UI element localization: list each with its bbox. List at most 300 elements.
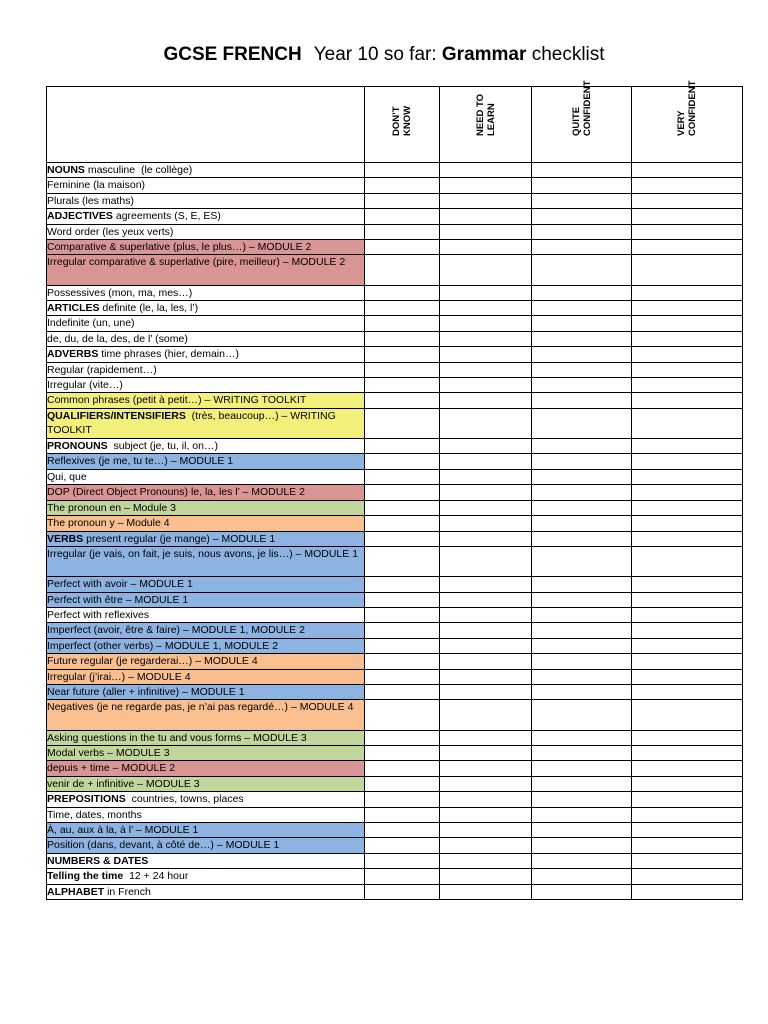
checkbox-cell-need-to-learn[interactable] (440, 838, 532, 853)
topic-text: venir de + infinitive – MODULE 3 (47, 777, 200, 790)
grammar-topic-label (47, 500, 365, 515)
header-topic-cell (47, 87, 365, 163)
header-dont-know: DON’T KNOW (365, 87, 440, 163)
checkbox-cell-dont-know[interactable] (365, 623, 440, 638)
checkbox-cell-dont-know[interactable] (365, 822, 440, 837)
topic-text: Regular (rapidement…) (47, 363, 157, 376)
checklist-row (47, 347, 743, 362)
checkbox-cell-dont-know[interactable] (365, 240, 440, 255)
grammar-topic-label (47, 331, 365, 346)
topic-text: agreements (S, E, ES) (112, 210, 221, 223)
checkbox-cell-quite-confident[interactable] (532, 684, 632, 699)
topic-text: Feminine (la maison) (47, 179, 146, 192)
checkbox-cell-dont-know[interactable] (365, 193, 440, 208)
checkbox-cell-very-confident[interactable] (632, 669, 743, 684)
checkbox-cell-need-to-learn[interactable] (440, 638, 532, 653)
grammar-topic-label (47, 240, 365, 255)
checkbox-cell-need-to-learn[interactable] (440, 285, 532, 300)
checkbox-cell-quite-confident[interactable] (532, 838, 632, 853)
checklist-row (47, 362, 743, 377)
topic-heading: PRONOUNS (47, 440, 108, 453)
topic-text: Irregular (vite…) (47, 379, 123, 392)
checkbox-cell-very-confident[interactable] (632, 408, 743, 438)
topic-text: 12 + 24 hour (123, 870, 189, 883)
checkbox-cell-very-confident[interactable] (632, 807, 743, 822)
topic-text: À, au, aux à la, à l’ – MODULE 1 (47, 823, 199, 836)
checkbox-cell-quite-confident[interactable] (532, 745, 632, 760)
checkbox-cell-dont-know[interactable] (365, 454, 440, 469)
checkbox-cell-need-to-learn[interactable] (440, 500, 532, 515)
checklist-row (47, 285, 743, 300)
checkbox-cell-very-confident[interactable] (632, 638, 743, 653)
grammar-topic-label (47, 209, 365, 224)
checklist-row (47, 684, 743, 699)
topic-heading: Telling the time (47, 870, 124, 883)
checkbox-cell-quite-confident[interactable] (532, 301, 632, 316)
checkbox-cell-dont-know[interactable] (365, 224, 440, 239)
checkbox-cell-quite-confident[interactable] (532, 884, 632, 899)
checkbox-cell-very-confident[interactable] (632, 301, 743, 316)
checkbox-cell-need-to-learn[interactable] (440, 347, 532, 362)
checkbox-cell-dont-know[interactable] (365, 408, 440, 438)
checkbox-cell-need-to-learn[interactable] (440, 700, 532, 730)
checkbox-cell-need-to-learn[interactable] (440, 485, 532, 500)
topic-text: Perfect with avoir – MODULE 1 (47, 578, 193, 591)
checkbox-cell-dont-know[interactable] (365, 378, 440, 393)
checklist-row (47, 838, 743, 853)
checkbox-cell-quite-confident[interactable] (532, 500, 632, 515)
checkbox-cell-dont-know[interactable] (365, 838, 440, 853)
grammar-topic-label (47, 592, 365, 607)
topic-text: Reflexives (je me, tu te…) – MODULE 1 (47, 455, 234, 468)
checkbox-cell-very-confident[interactable] (632, 761, 743, 776)
grammar-topic-label (47, 546, 365, 576)
checkbox-cell-quite-confident[interactable] (532, 531, 632, 546)
checkbox-cell-need-to-learn[interactable] (440, 761, 532, 776)
checkbox-cell-need-to-learn[interactable] (440, 178, 532, 193)
checkbox-cell-very-confident[interactable] (632, 884, 743, 899)
topic-text: de, du, de la, des, de l’ (some) (47, 332, 188, 345)
checklist-row (47, 209, 743, 224)
checkbox-cell-dont-know[interactable] (365, 500, 440, 515)
checkbox-cell-quite-confident[interactable] (532, 869, 632, 884)
checkbox-cell-dont-know[interactable] (365, 592, 440, 607)
checkbox-cell-dont-know[interactable] (365, 301, 440, 316)
topic-text: Irregular comparative & superlative (pire, meilleur) – MODULE 2 (47, 256, 346, 269)
checkbox-cell-quite-confident[interactable] (532, 623, 632, 638)
checklist-row (47, 776, 743, 791)
checkbox-cell-need-to-learn[interactable] (440, 301, 532, 316)
checklist-row (47, 546, 743, 576)
checkbox-cell-dont-know[interactable] (365, 255, 440, 285)
checkbox-cell-dont-know[interactable] (365, 178, 440, 193)
checkbox-cell-need-to-learn[interactable] (440, 776, 532, 791)
checkbox-cell-very-confident[interactable] (632, 577, 743, 592)
checkbox-cell-need-to-learn[interactable] (440, 531, 532, 546)
checkbox-cell-need-to-learn[interactable] (440, 469, 532, 484)
checkbox-cell-dont-know[interactable] (365, 761, 440, 776)
checkbox-cell-very-confident[interactable] (632, 439, 743, 454)
checkbox-cell-dont-know[interactable] (365, 607, 440, 622)
checkbox-cell-quite-confident[interactable] (532, 362, 632, 377)
topic-heading: ALPHABET (47, 885, 105, 898)
checkbox-cell-very-confident[interactable] (632, 776, 743, 791)
checkbox-cell-quite-confident[interactable] (532, 285, 632, 300)
checkbox-cell-dont-know[interactable] (365, 577, 440, 592)
checkbox-cell-very-confident[interactable] (632, 163, 743, 178)
checkbox-cell-need-to-learn[interactable] (440, 209, 532, 224)
checkbox-cell-very-confident[interactable] (632, 285, 743, 300)
grammar-topic-label (47, 654, 365, 669)
grammar-topic-label (47, 285, 365, 300)
checkbox-cell-dont-know[interactable] (365, 347, 440, 362)
checkbox-cell-very-confident[interactable] (632, 500, 743, 515)
grammar-topic-label (47, 224, 365, 239)
checkbox-cell-dont-know[interactable] (365, 516, 440, 531)
grammar-topic-label (47, 838, 365, 853)
topic-heading: VERBS (47, 532, 84, 545)
checkbox-cell-quite-confident[interactable] (532, 193, 632, 208)
checkbox-cell-need-to-learn[interactable] (440, 607, 532, 622)
checkbox-cell-need-to-learn[interactable] (440, 255, 532, 285)
checklist-row (47, 869, 743, 884)
grammar-topic-label (47, 454, 365, 469)
checkbox-cell-need-to-learn[interactable] (440, 331, 532, 346)
checkbox-cell-quite-confident[interactable] (532, 807, 632, 822)
topic-heading: ADJECTIVES (47, 210, 113, 223)
checkbox-cell-very-confident[interactable] (632, 869, 743, 884)
checkbox-cell-very-confident[interactable] (632, 485, 743, 500)
page-title (0, 44, 768, 66)
topic-heading: NOUNS (47, 164, 85, 176)
checkbox-cell-quite-confident[interactable] (532, 485, 632, 500)
checklist-row (47, 638, 743, 653)
checkbox-cell-very-confident[interactable] (632, 224, 743, 239)
checkbox-cell-quite-confident[interactable] (532, 669, 632, 684)
grammar-topic-label (47, 485, 365, 500)
checklist-row (47, 807, 743, 822)
checkbox-cell-quite-confident[interactable] (532, 316, 632, 331)
checkbox-cell-need-to-learn[interactable] (440, 807, 532, 822)
checkbox-cell-need-to-learn[interactable] (440, 454, 532, 469)
checklist-row (47, 378, 743, 393)
checkbox-cell-dont-know[interactable] (365, 853, 440, 868)
topic-heading: NUMBERS & DATES (47, 854, 149, 867)
checkbox-cell-need-to-learn[interactable] (440, 684, 532, 699)
checkbox-cell-very-confident[interactable] (632, 347, 743, 362)
checkbox-cell-very-confident[interactable] (632, 592, 743, 607)
checklist-row (47, 178, 743, 193)
checklist-row (47, 884, 743, 899)
grammar-topic-label (47, 807, 365, 822)
grammar-topic-label (47, 792, 365, 807)
title-suffix: checklist (531, 44, 605, 65)
topic-text: Time, dates, months (47, 808, 142, 821)
checkbox-cell-quite-confident[interactable] (532, 607, 632, 622)
checkbox-cell-dont-know[interactable] (365, 654, 440, 669)
topic-text: Irregular (je vais, on fait, je suis, nous avons, je lis…) – MODULE 1 (47, 547, 359, 560)
checkbox-cell-dont-know[interactable] (365, 331, 440, 346)
checkbox-cell-quite-confident[interactable] (532, 439, 632, 454)
checkbox-cell-very-confident[interactable] (632, 700, 743, 730)
grammar-topic-label (47, 577, 365, 592)
checkbox-cell-quite-confident[interactable] (532, 822, 632, 837)
checkbox-cell-very-confident[interactable] (632, 607, 743, 622)
checkbox-cell-dont-know[interactable] (365, 684, 440, 699)
checkbox-cell-dont-know[interactable] (365, 792, 440, 807)
checkbox-cell-dont-know[interactable] (365, 393, 440, 408)
checkbox-cell-dont-know[interactable] (365, 869, 440, 884)
checkbox-cell-very-confident[interactable] (632, 822, 743, 837)
header-quite-confident: QUITE CONFIDENT (532, 87, 632, 163)
grammar-topic-label (47, 776, 365, 791)
grammar-topic-label (47, 684, 365, 699)
grammar-topic-label (47, 301, 365, 316)
checklist-row (47, 822, 743, 837)
checkbox-cell-very-confident[interactable] (632, 838, 743, 853)
checkbox-cell-very-confident[interactable] (632, 730, 743, 745)
checkbox-cell-need-to-learn[interactable] (440, 669, 532, 684)
checkbox-cell-quite-confident[interactable] (532, 393, 632, 408)
title-course: GCSE FRENCH (163, 44, 302, 65)
checkbox-cell-very-confident[interactable] (632, 684, 743, 699)
topic-heading: ADVERBS (47, 348, 99, 361)
checklist-row (47, 761, 743, 776)
checkbox-cell-need-to-learn[interactable] (440, 745, 532, 760)
checkbox-cell-dont-know[interactable] (365, 163, 440, 178)
checkbox-cell-need-to-learn[interactable] (440, 316, 532, 331)
checkbox-cell-quite-confident[interactable] (532, 378, 632, 393)
topic-text: DOP (Direct Object Pronouns) le, la, les l’ – MODULE 2 (47, 486, 305, 499)
checklist-row (47, 301, 743, 316)
checkbox-cell-dont-know[interactable] (365, 209, 440, 224)
grammar-topic-label (47, 439, 365, 454)
checkbox-cell-need-to-learn[interactable] (440, 623, 532, 638)
grammar-topic-label (47, 531, 365, 546)
checkbox-cell-dont-know[interactable] (365, 638, 440, 653)
topic-text: (très, beaucoup…) – WRITING TOOLKIT (47, 409, 339, 437)
checkbox-cell-very-confident[interactable] (632, 623, 743, 638)
checkbox-cell-very-confident[interactable] (632, 654, 743, 669)
checkbox-cell-need-to-learn[interactable] (440, 822, 532, 837)
grammar-topic-label (47, 730, 365, 745)
checklist-row (47, 255, 743, 285)
checkbox-cell-quite-confident[interactable] (532, 163, 632, 178)
checkbox-cell-quite-confident[interactable] (532, 255, 632, 285)
checkbox-cell-need-to-learn[interactable] (440, 240, 532, 255)
checklist-row (47, 853, 743, 868)
checkbox-cell-very-confident[interactable] (632, 454, 743, 469)
checkbox-cell-need-to-learn[interactable] (440, 592, 532, 607)
checklist-row (47, 331, 743, 346)
grammar-topic-label (47, 607, 365, 622)
checkbox-cell-need-to-learn[interactable] (440, 362, 532, 377)
grammar-topic-label (47, 669, 365, 684)
topic-text: Imperfect (avoir, être & faire) – MODULE 1, MODULE 2 (47, 624, 305, 637)
topic-text: in French (104, 885, 151, 898)
grammar-topic-label (47, 163, 365, 178)
checkbox-cell-dont-know[interactable] (365, 546, 440, 576)
topic-text: masculine (le collège) (84, 164, 193, 176)
checkbox-cell-very-confident[interactable] (632, 316, 743, 331)
checkbox-cell-dont-know[interactable] (365, 485, 440, 500)
header-very-confident: VERY CONFIDENT (632, 87, 743, 163)
checkbox-cell-dont-know[interactable] (365, 730, 440, 745)
checkbox-cell-dont-know[interactable] (365, 776, 440, 791)
topic-text: definite (le, la, les, l’) (99, 302, 199, 315)
checkbox-cell-quite-confident[interactable] (532, 654, 632, 669)
grammar-topic-label (47, 193, 365, 208)
checkbox-cell-need-to-learn[interactable] (440, 546, 532, 576)
checklist-row (47, 792, 743, 807)
topic-text: Word order (les yeux verts) (47, 225, 174, 238)
checkbox-cell-need-to-learn[interactable] (440, 163, 532, 178)
checkbox-cell-very-confident[interactable] (632, 209, 743, 224)
checkbox-cell-very-confident[interactable] (632, 469, 743, 484)
checklist-row (47, 240, 743, 255)
checkbox-cell-dont-know[interactable] (365, 807, 440, 822)
checkbox-cell-very-confident[interactable] (632, 531, 743, 546)
grammar-topic-label (47, 255, 365, 285)
topic-text: subject (je, tu, il, on…) (107, 440, 218, 453)
topic-heading: QUALIFIERS/INTENSIFIERS (47, 409, 186, 422)
topic-text: Imperfect (other verbs) – MODULE 1, MODULE 2 (47, 639, 279, 652)
checkbox-cell-quite-confident[interactable] (532, 469, 632, 484)
grammar-topic-label (47, 761, 365, 776)
checkbox-cell-need-to-learn[interactable] (440, 516, 532, 531)
checkbox-cell-dont-know[interactable] (365, 745, 440, 760)
checklist-row (47, 408, 743, 438)
checklist-row (47, 485, 743, 500)
checkbox-cell-need-to-learn[interactable] (440, 408, 532, 438)
checkbox-cell-very-confident[interactable] (632, 546, 743, 576)
topic-text: The pronoun en – Module 3 (47, 501, 177, 514)
checkbox-cell-quite-confident[interactable] (532, 224, 632, 239)
checkbox-cell-very-confident[interactable] (632, 853, 743, 868)
checkbox-cell-dont-know[interactable] (365, 285, 440, 300)
checkbox-cell-dont-know[interactable] (365, 469, 440, 484)
grammar-topic-label (47, 393, 365, 408)
checkbox-cell-quite-confident[interactable] (532, 546, 632, 576)
checkbox-cell-quite-confident[interactable] (532, 730, 632, 745)
checkbox-cell-need-to-learn[interactable] (440, 869, 532, 884)
checkbox-cell-quite-confident[interactable] (532, 776, 632, 791)
grammar-topic-label (47, 516, 365, 531)
checkbox-cell-need-to-learn[interactable] (440, 577, 532, 592)
checkbox-cell-very-confident[interactable] (632, 255, 743, 285)
checkbox-cell-quite-confident[interactable] (532, 209, 632, 224)
topic-text: countries, towns, places (125, 793, 244, 806)
checklist-row (47, 623, 743, 638)
checkbox-cell-very-confident[interactable] (632, 393, 743, 408)
checkbox-cell-very-confident[interactable] (632, 378, 743, 393)
checkbox-cell-quite-confident[interactable] (532, 408, 632, 438)
grammar-topic-label (47, 378, 365, 393)
grammar-topic-label (47, 822, 365, 837)
topic-text: depuis + time – MODULE 2 (47, 762, 176, 775)
checkbox-cell-need-to-learn[interactable] (440, 378, 532, 393)
checklist-row (47, 454, 743, 469)
checklist-row (47, 163, 743, 178)
grammar-topic-label (47, 469, 365, 484)
checkbox-cell-very-confident[interactable] (632, 362, 743, 377)
topic-heading: PREPOSITIONS (47, 793, 126, 806)
header-row (47, 87, 743, 163)
grammar-topic-label (47, 408, 365, 438)
checkbox-cell-need-to-learn[interactable] (440, 439, 532, 454)
checkbox-cell-need-to-learn[interactable] (440, 654, 532, 669)
grammar-topic-label (47, 347, 365, 362)
checklist-row (47, 500, 743, 515)
checkbox-cell-need-to-learn[interactable] (440, 193, 532, 208)
checkbox-cell-need-to-learn[interactable] (440, 853, 532, 868)
topic-text: Plurals (les maths) (47, 194, 134, 207)
checklist-row (47, 700, 743, 730)
checkbox-cell-dont-know[interactable] (365, 439, 440, 454)
checkbox-cell-quite-confident[interactable] (532, 700, 632, 730)
checkbox-cell-dont-know[interactable] (365, 700, 440, 730)
checkbox-cell-quite-confident[interactable] (532, 592, 632, 607)
checkbox-cell-quite-confident[interactable] (532, 792, 632, 807)
grammar-topic-label (47, 638, 365, 653)
checkbox-cell-quite-confident[interactable] (532, 577, 632, 592)
grammar-topic-label (47, 316, 365, 331)
checkbox-cell-quite-confident[interactable] (532, 853, 632, 868)
checkbox-cell-very-confident[interactable] (632, 193, 743, 208)
checklist-row (47, 516, 743, 531)
checklist-row (47, 316, 743, 331)
checkbox-cell-dont-know[interactable] (365, 884, 440, 899)
checkbox-cell-dont-know[interactable] (365, 669, 440, 684)
checkbox-cell-need-to-learn[interactable] (440, 224, 532, 239)
checkbox-cell-quite-confident[interactable] (532, 347, 632, 362)
checkbox-cell-very-confident[interactable] (632, 745, 743, 760)
topic-text: Position (dans, devant, à côté de…) – MODULE 1 (47, 839, 280, 852)
checkbox-cell-quite-confident[interactable] (532, 638, 632, 653)
checkbox-cell-need-to-learn[interactable] (440, 792, 532, 807)
checkbox-cell-quite-confident[interactable] (532, 178, 632, 193)
checkbox-cell-quite-confident[interactable] (532, 761, 632, 776)
checkbox-cell-very-confident[interactable] (632, 240, 743, 255)
checkbox-cell-quite-confident[interactable] (532, 240, 632, 255)
grammar-checklist-table (46, 80, 743, 900)
checkbox-cell-very-confident[interactable] (632, 178, 743, 193)
checkbox-cell-dont-know[interactable] (365, 316, 440, 331)
checkbox-cell-very-confident[interactable] (632, 331, 743, 346)
topic-text: Irregular (j’irai…) – MODULE 4 (47, 670, 191, 683)
topic-text: Qui, que (47, 470, 87, 483)
checkbox-cell-quite-confident[interactable] (532, 331, 632, 346)
checklist-row (47, 607, 743, 622)
checkbox-cell-quite-confident[interactable] (532, 516, 632, 531)
header-need-to-learn: NEED TO LEARN (440, 87, 532, 163)
checklist-row (47, 745, 743, 760)
topic-text: Perfect with reflexives (47, 608, 150, 621)
checkbox-cell-need-to-learn[interactable] (440, 730, 532, 745)
checkbox-cell-dont-know[interactable] (365, 362, 440, 377)
topic-text: Negatives (je ne regarde pas, je n’ai pas regardé…) – MODULE 4 (47, 701, 354, 714)
checkbox-cell-quite-confident[interactable] (532, 454, 632, 469)
checklist-row (47, 592, 743, 607)
checkbox-cell-very-confident[interactable] (632, 516, 743, 531)
grammar-topic-label (47, 884, 365, 899)
topic-text: Comparative & superlative (plus, le plus…) – MODULE 2 (47, 241, 312, 254)
topic-text: present regular (je mange) – MODULE 1 (83, 532, 276, 545)
checkbox-cell-need-to-learn[interactable] (440, 884, 532, 899)
checkbox-cell-very-confident[interactable] (632, 792, 743, 807)
checkbox-cell-dont-know[interactable] (365, 531, 440, 546)
checkbox-cell-need-to-learn[interactable] (440, 393, 532, 408)
